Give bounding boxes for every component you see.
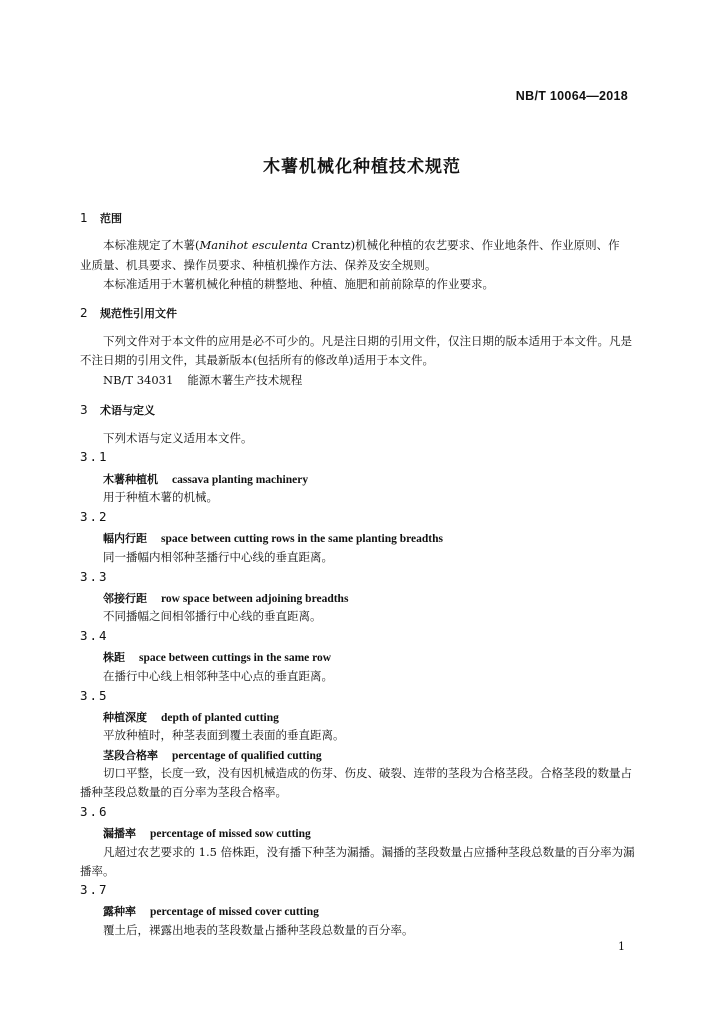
term-definition: 凡超过农艺要求的 1.5 倍株距，没有播下种茎为漏播。漏播的茎段数量占应播种茎段总数量的百分率为漏播率。 bbox=[80, 845, 635, 878]
term-entry bbox=[103, 590, 348, 606]
term-definition: 同一播幅内相邻种茎播行中心线的垂直距离。 bbox=[103, 550, 333, 564]
clause-number: 3.7 bbox=[80, 882, 109, 897]
term-zh: 茎段合格率 bbox=[103, 749, 158, 762]
section-1-number: 1 bbox=[80, 211, 88, 225]
document-title: 木薯机械化种植技术规范 bbox=[263, 157, 461, 177]
section-2-number: 2 bbox=[80, 306, 88, 320]
section-1-heading bbox=[80, 210, 122, 226]
term-definition: 不同播幅之间相邻播行中心线的垂直距离。 bbox=[103, 609, 322, 623]
term-en: depth of planted cutting bbox=[161, 712, 279, 724]
page-number: 1 bbox=[618, 940, 625, 953]
term-entry bbox=[103, 903, 319, 919]
term-definition: 平放种植时，种茎表面到覆土表面的垂直距离。 bbox=[103, 728, 345, 742]
reference-code: NB/T 34031 bbox=[103, 373, 174, 387]
term-en: cassava planting machinery bbox=[172, 474, 309, 486]
term-definition: 切口平整，长度一致，没有因机械造成的伤芽、伤皮、破裂、连带的茎段为合格茎段。合格茎段的数量占播种茎段总数量的百分率为茎段合格率。 bbox=[80, 766, 632, 799]
term-definition: 覆土后，裸露出地表的茎段数量占播种茎段总数量的百分率。 bbox=[103, 923, 414, 937]
p1-latin-name: Manihot esculenta bbox=[199, 238, 308, 252]
term-en: percentage of missed sow cutting bbox=[150, 828, 311, 840]
section-3-intro: 下列术语与定义适用本文件。 bbox=[103, 431, 253, 445]
term-zh: 种植深度 bbox=[103, 711, 147, 724]
section-3-heading bbox=[80, 402, 155, 418]
term-entry bbox=[103, 649, 331, 665]
term-entry bbox=[103, 747, 322, 763]
clause-number: 3.6 bbox=[80, 804, 109, 819]
term-en: space between cuttings in the same row bbox=[139, 652, 332, 664]
section-1-paragraph-1-line-1 bbox=[103, 237, 620, 253]
term-definition: 用于种植木薯的机械。 bbox=[103, 490, 218, 504]
clause-number: 3.3 bbox=[80, 569, 109, 584]
section-3-title: 术语与定义 bbox=[100, 404, 155, 417]
section-2-heading bbox=[80, 305, 177, 321]
term-en: percentage of missed cover cutting bbox=[150, 906, 319, 918]
section-1-paragraph-2: 本标准适用于木薯机械化种植的耕整地、种植、施肥和前前除草的作业要求。 bbox=[103, 277, 494, 291]
section-2-title: 规范性引用文件 bbox=[100, 307, 177, 320]
term-zh: 邻接行距 bbox=[103, 592, 147, 605]
term-zh: 木薯种植机 bbox=[103, 473, 158, 486]
clause-number: 3.2 bbox=[80, 509, 109, 524]
term-zh: 露种率 bbox=[103, 905, 136, 918]
p1-text-b: Crantz)机械化种植的农艺要求、作业地条件、作业原则、作 bbox=[307, 238, 620, 252]
clause-number: 3.1 bbox=[80, 449, 109, 464]
term-entry bbox=[103, 825, 311, 841]
section-1-title: 范围 bbox=[100, 212, 122, 225]
term-en: space between cutting rows in the same planting breadths bbox=[161, 533, 443, 545]
term-entry bbox=[103, 471, 308, 487]
term-entry bbox=[103, 530, 443, 546]
section-3-number: 3 bbox=[80, 403, 88, 417]
term-definition: 在播行中心线上相邻种茎中心点的垂直距离。 bbox=[103, 669, 333, 683]
term-en: row space between adjoining breadths bbox=[161, 593, 349, 605]
section-1-paragraph-1-line-2: 业质量、机具要求、操作员要求、种植机操作方法、保养及安全规则。 bbox=[80, 258, 437, 272]
normative-reference bbox=[103, 372, 302, 388]
reference-title: 能源木薯生产技术规程 bbox=[187, 373, 303, 387]
section-2-paragraph: 下列文件对于本文件的应用是必不可少的。凡是注日期的引用文件，仅注日期的版本适用于本文件。凡是不注日期的引用文件，其最新版本(包括所有的修改单)适用于本文件。 bbox=[80, 334, 632, 367]
term-zh: 株距 bbox=[103, 651, 125, 664]
clause-number: 3.4 bbox=[80, 628, 109, 643]
term-entry bbox=[103, 709, 279, 725]
p1-text-a: 本标准规定了木薯( bbox=[103, 238, 200, 252]
clause-number: 3.5 bbox=[80, 688, 109, 703]
term-zh: 漏播率 bbox=[103, 827, 136, 840]
standard-number: NB/T 10064—2018 bbox=[515, 89, 628, 103]
term-en: percentage of qualified cutting bbox=[172, 750, 322, 762]
term-zh: 幅内行距 bbox=[103, 532, 147, 545]
